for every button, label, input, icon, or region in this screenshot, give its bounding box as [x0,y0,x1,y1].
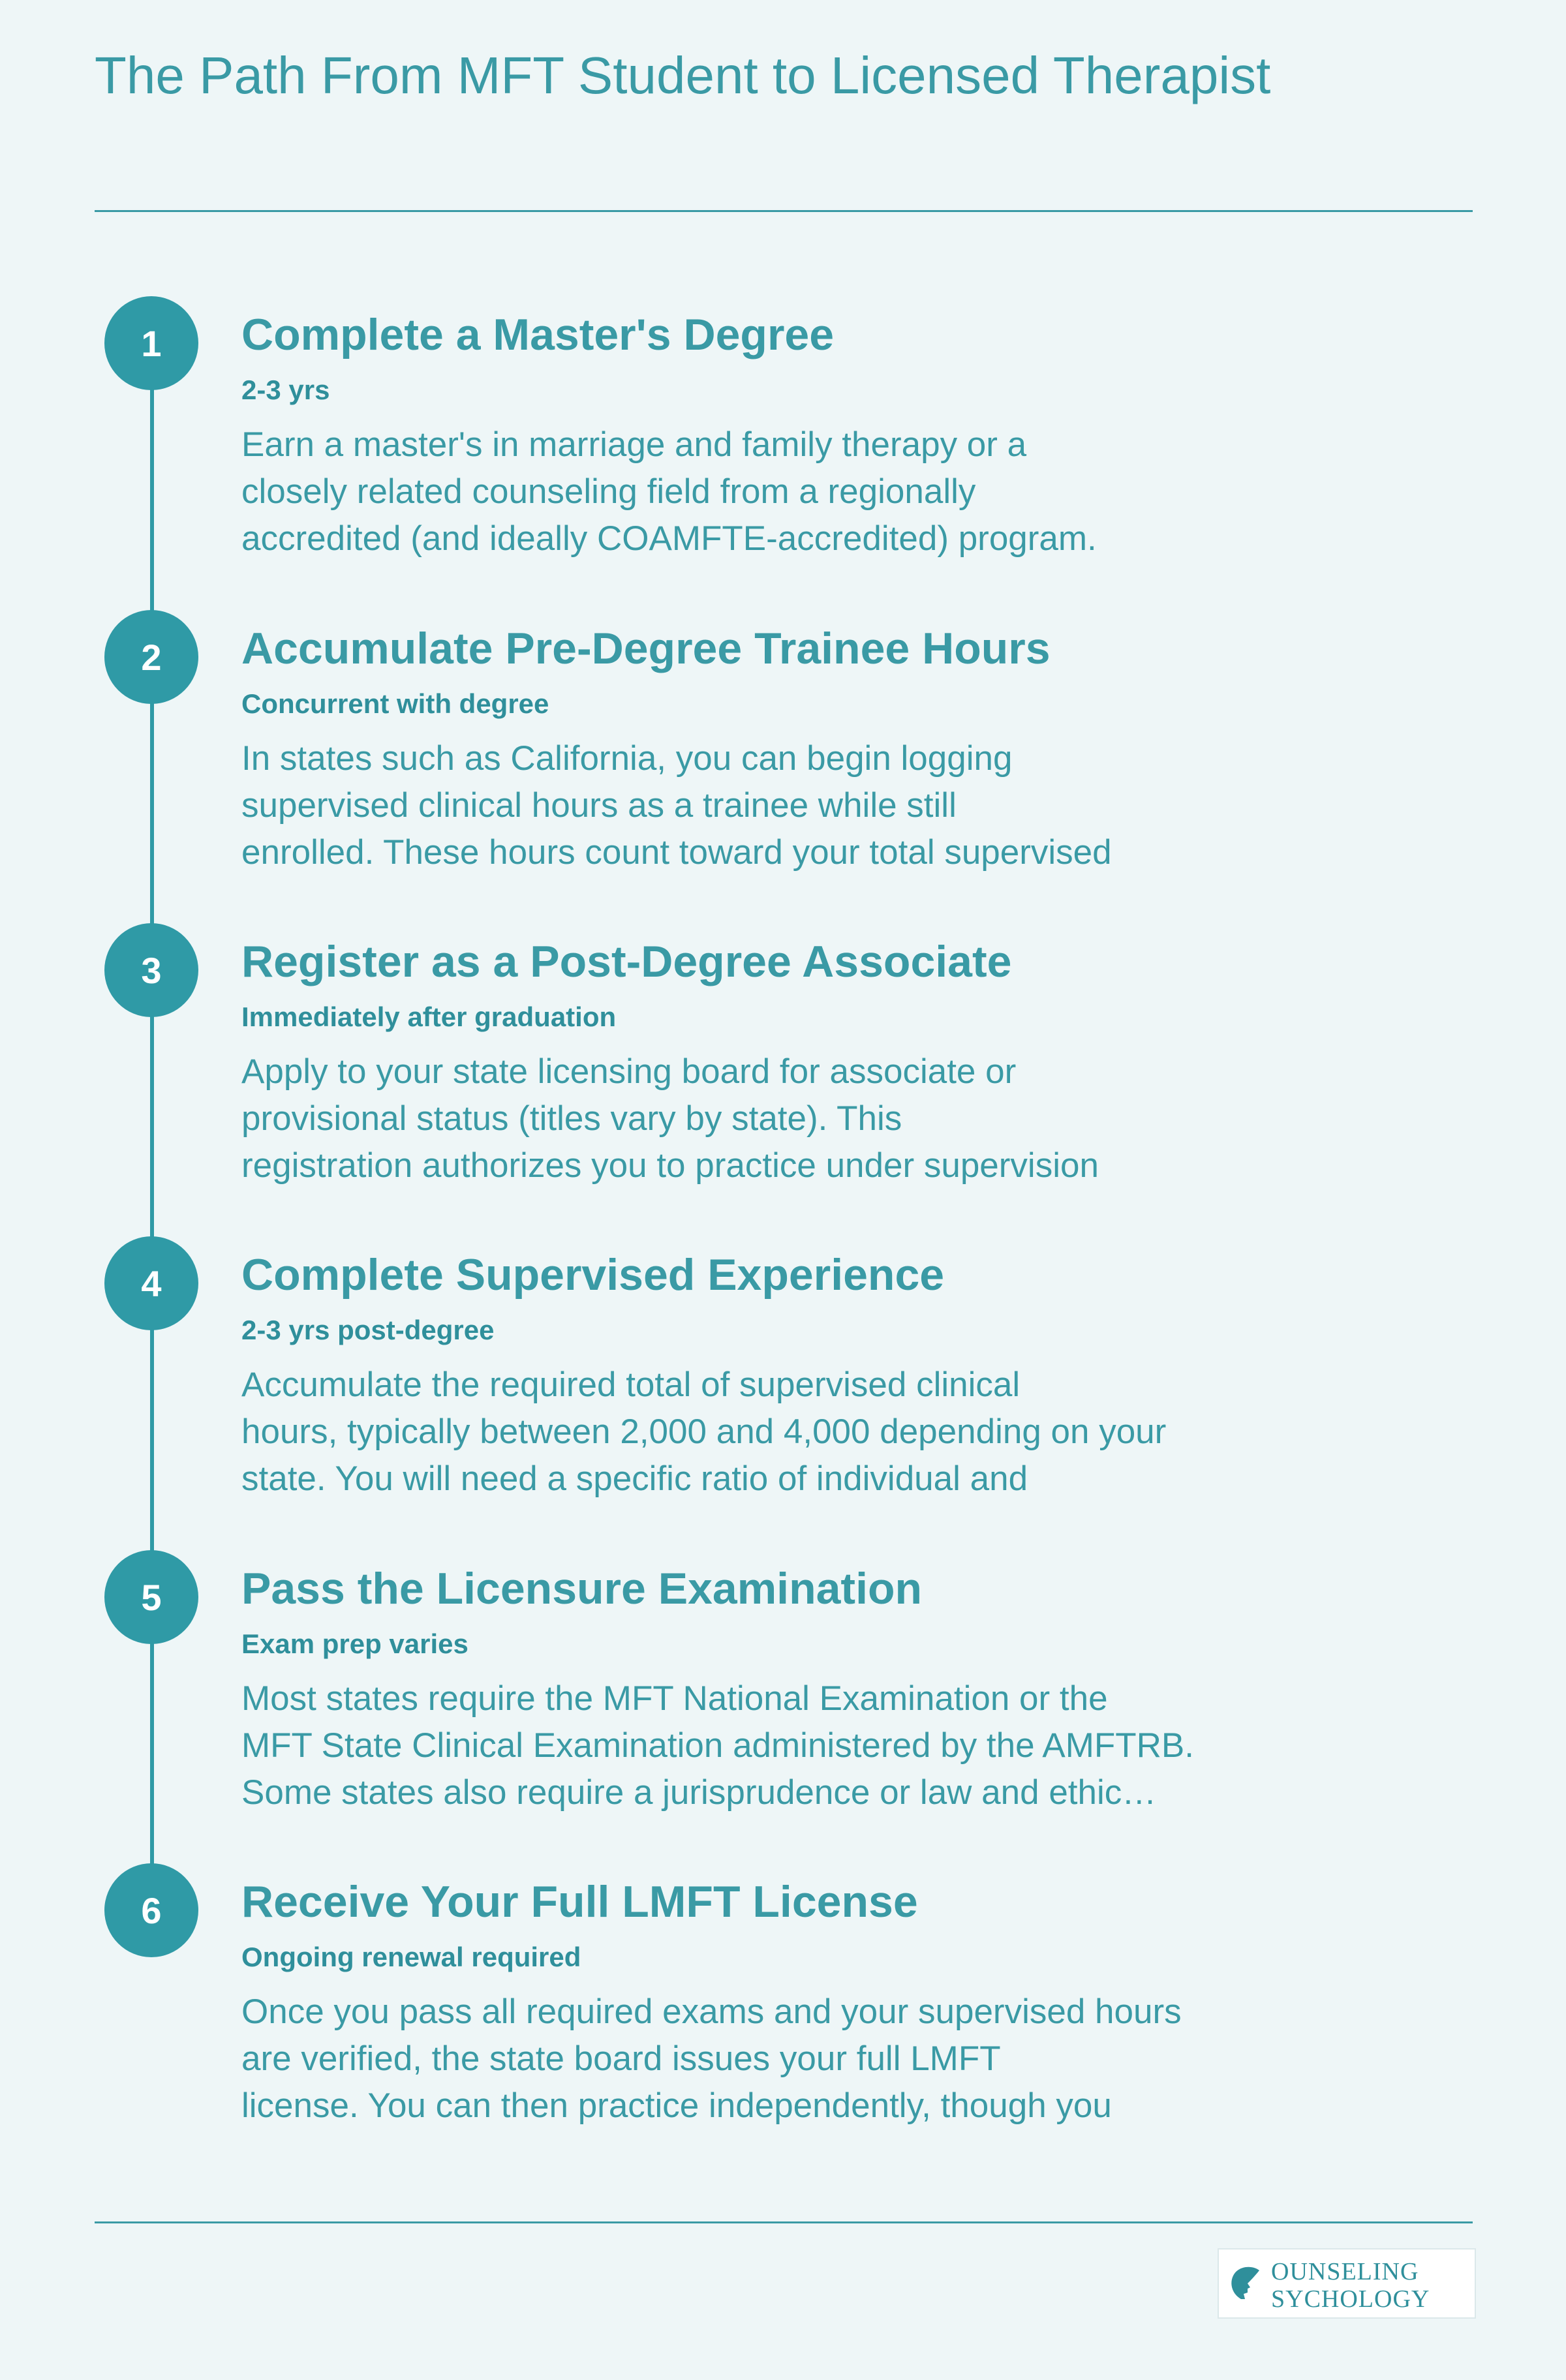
step-1 [0,296,1566,609]
step-duration: 2-3 yrs post-degree [241,1315,495,1345]
step-description: Once you pass all required exams and your supervised hours are verified, the state board issues your full LMFT license. You can then practice independently, though you [241,1992,1182,2125]
step-title: Receive Your Full LMFT License [241,1877,918,1927]
step-number-badge: 5 [104,1550,198,1644]
page-title: The Path From MFT Student to Licensed Therapist [95,46,1271,104]
step-duration: 2-3 yrs [241,374,330,405]
step-title: Pass the Licensure Examination [241,1564,923,1613]
step-description: Earn a master's in marriage and family therapy or a closely related counseling field from a regionally accredited (and ideally COAMFTE-accredited) program. [241,425,1097,558]
step-duration: Immediately after graduation [241,1001,617,1032]
step-description: Apply to your state licensing board for associate or provisional status (titles vary by state). This registration authorizes you to practice under supervision [241,1052,1099,1185]
logo-line-2: SYCHOLOGY [1271,2285,1430,2313]
step-3 [0,923,1566,1236]
step-4 [0,1236,1566,1549]
step-number-badge: 2 [104,610,198,704]
step-number-badge: 1 [104,296,198,390]
footer-divider [95,2221,1473,2223]
step-description: Most states require the MFT National Examination or the MFT State Clinical Examination administered by the AMFTRB. Some states also require a jurisprudence or law and ethic… [241,1679,1195,1812]
step-title: Complete a Master's Degree [241,310,835,359]
step-description: In states such as California, you can begin logging supervised clinical hours as a trainee while still enrolled. These hours count toward your total supervised [241,739,1112,872]
step-6 [0,1863,1566,2176]
header-divider [95,210,1473,212]
logo-line-1: OUNSELING [1271,2258,1419,2285]
step-duration: Ongoing renewal required [241,1942,581,1972]
head-profile-icon [1228,2264,1267,2303]
step-number-badge: 3 [104,923,198,1017]
step-duration: Concurrent with degree [241,688,549,719]
step-2 [0,610,1566,923]
step-title: Accumulate Pre-Degree Trainee Hours [241,624,1051,673]
counseling-psychology-logo [1218,2248,1476,2319]
step-title: Register as a Post-Degree Associate [241,937,1012,986]
step-duration: Exam prep varies [241,1628,468,1659]
step-number-badge: 6 [104,1863,198,1957]
step-number-badge: 4 [104,1236,198,1330]
step-5 [0,1550,1566,1863]
step-description: Accumulate the required total of supervised clinical hours, typically between 2,000 and 4,000 depending on your state. You will need a specific ratio of individual and [241,1365,1167,1498]
step-title: Complete Supervised Experience [241,1250,945,1300]
